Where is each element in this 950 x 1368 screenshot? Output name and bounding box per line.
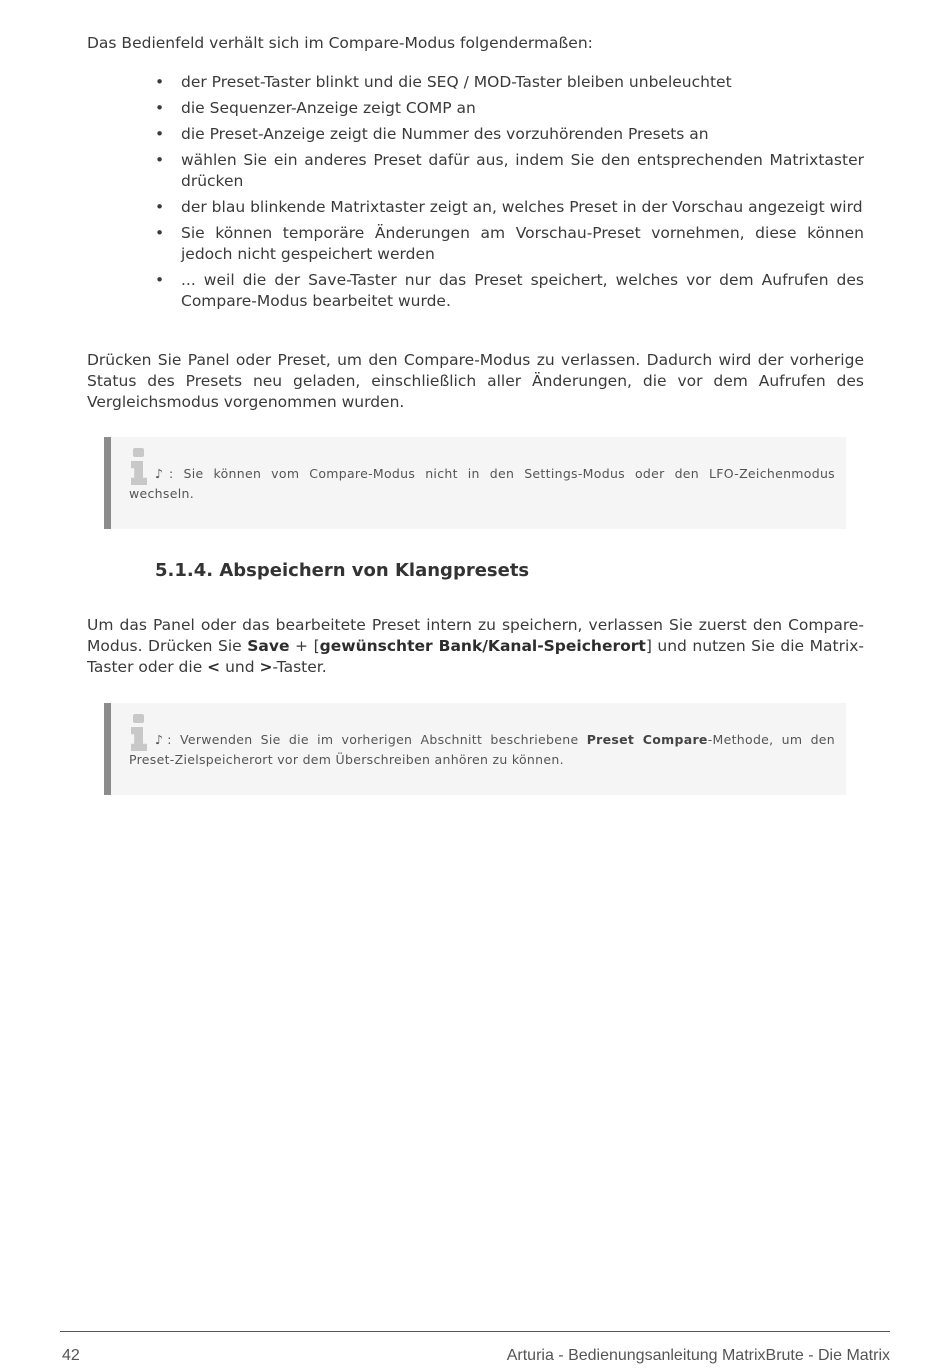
bullet-icon: • — [155, 73, 165, 91]
list-item: • die Preset-Anzeige zeigt die Nummer des vorzuhörenden Presets an — [155, 125, 709, 143]
list-item: • Sie können temporäre Änderungen am Vorschau-Preset vornehmen, diese können jedoch nicht gespeichert werden — [155, 224, 864, 263]
list-item: • wählen Sie ein anderes Preset dafür aus, indem Sie den entsprechenden Matrixtaster drücken — [155, 151, 864, 190]
info-note-text: ♪: Sie können vom Compare-Modus nicht in den Settings-Modus oder den LFO-Zeichenmodus wechseln. — [129, 466, 835, 501]
footer-divider — [60, 1331, 890, 1332]
bank-label: gewünschter Bank/Kanal-Speicherort — [319, 637, 646, 655]
list-item: • der blau blinkende Matrixtaster zeigt an, welches Preset in der Vorschau angezeigt wird — [155, 198, 863, 216]
bullet-icon: • — [155, 99, 165, 117]
bullet-icon: • — [155, 271, 165, 289]
note-prefix: ♪: — [155, 732, 180, 747]
list-item: • die Sequenzer-Anzeige zeigt COMP an — [155, 99, 476, 117]
bullet-icon: • — [155, 125, 165, 143]
info-note-text: ♪: Verwenden Sie die im vorherigen Abschnitt beschriebene Preset Compare-Methode, um den Preset-Zielspeicherort vor dem Überschreiben anhören zu können. — [129, 732, 836, 767]
save-paragraph: Um das Panel oder das bearbeitete Preset intern zu speichern, verlassen Sie zuerst den Compare-Modus. Drücken Sie Save + [gewünschter Bank/Kanal-Speicherort] und nutzen Sie die Matrix-Taster oder die < und >-Taster. — [87, 616, 865, 676]
next-key-label: > — [259, 658, 273, 676]
intro-paragraph: Das Bedienfeld verhält sich im Compare-Modus folgendermaßen: — [87, 34, 593, 52]
page-number: 42 — [62, 1347, 80, 1364]
exit-compare-paragraph: Drücken Sie Panel oder Preset, um den Compare-Modus zu verlassen. Dadurch wird der vorherige Status des Presets neu geladen, einschließlich aller Änderungen, die vor dem Aufrufen des Vergleichsmodus vorgenommen wurden. — [87, 351, 864, 411]
info-note — [104, 437, 846, 529]
list-item: • der Preset-Taster blinkt und die SEQ / MOD-Taster bleiben unbeleuchtet — [155, 73, 732, 91]
bullet-icon: • — [155, 224, 165, 242]
bullet-icon: • — [155, 198, 165, 216]
save-label: Save — [247, 637, 290, 655]
list-item: • ... weil die der Save-Taster nur das Preset speichert, welches vor dem Aufrufen des Compare-Modus bearbeitet wurde. — [155, 271, 864, 310]
info-note — [104, 703, 846, 795]
section-heading: 5.1.4. Abspeichern von Klangpresets — [155, 560, 530, 581]
prev-key-label: < — [207, 658, 221, 676]
feature-list — [155, 72, 864, 317]
footer-title: Arturia - Bedienungsanleitung MatrixBrute - Die Matrix — [506, 1347, 890, 1364]
note-prefix: ♪: — [155, 466, 184, 481]
bullet-icon: • — [155, 151, 165, 169]
